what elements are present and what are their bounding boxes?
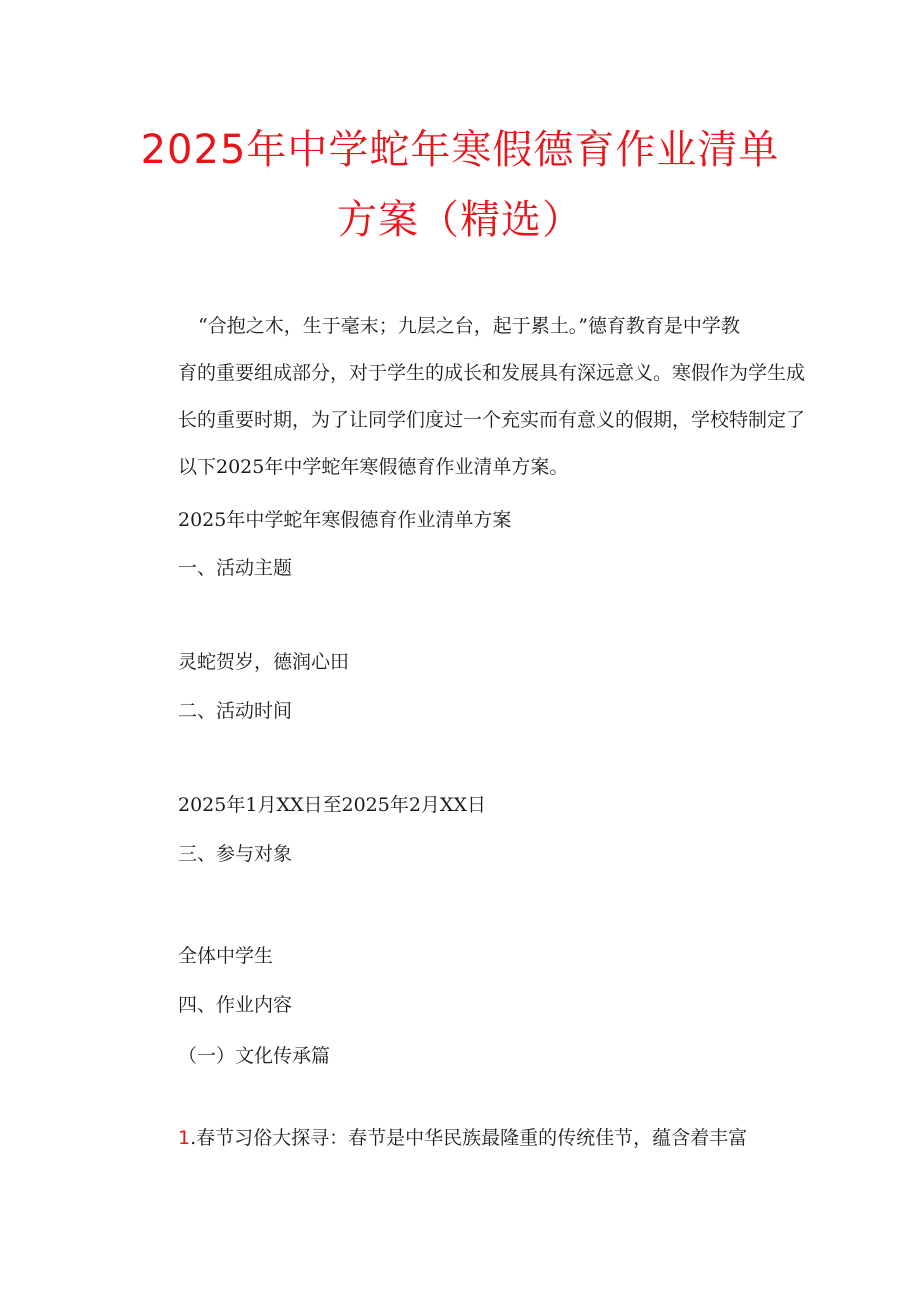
- section-2-body: 2025年1月XX日至2025年2月XX日: [178, 794, 486, 816]
- document-title-line-2: 方案（精选）: [337, 197, 583, 243]
- document-title-line-1: 2025年中学蛇年寒假德育作业清单: [140, 127, 780, 173]
- list-item-text: .春节习俗大探寻：春节是中华民族最隆重的传统佳节，蕴含着丰富: [190, 1127, 748, 1149]
- intro-line-4: 以下2025年中学蛇年寒假德育作业清单方案。: [178, 456, 569, 478]
- section-2-heading: 二、活动时间: [178, 700, 293, 722]
- intro-line-3: 长的重要时期，为了让同学们度过一个充实而有意义的假期，学校特制定了: [178, 409, 806, 431]
- section-1-body: 灵蛇贺岁，德润心田: [178, 651, 350, 673]
- list-item-1: [178, 1124, 747, 1152]
- intro-line-2: 育的重要组成部分，对于学生的成长和发展具有深远意义。寒假作为学生成: [178, 362, 806, 384]
- section-1-heading: 一、活动主题: [178, 557, 293, 579]
- section-3-body: 全体中学生: [178, 945, 274, 967]
- section-3-heading: 三、参与对象: [178, 843, 293, 865]
- list-item-number: 1: [178, 1127, 191, 1149]
- subtitle: 2025年中学蛇年寒假德育作业清单方案: [178, 509, 512, 531]
- section-4-subheading: （一）文化传承篇: [178, 1045, 331, 1067]
- section-4-heading: 四、作业内容: [178, 994, 293, 1016]
- intro-line-1: “合抱之木，生于毫末；九层之台，起于累土。”德育教育是中学教: [198, 315, 740, 337]
